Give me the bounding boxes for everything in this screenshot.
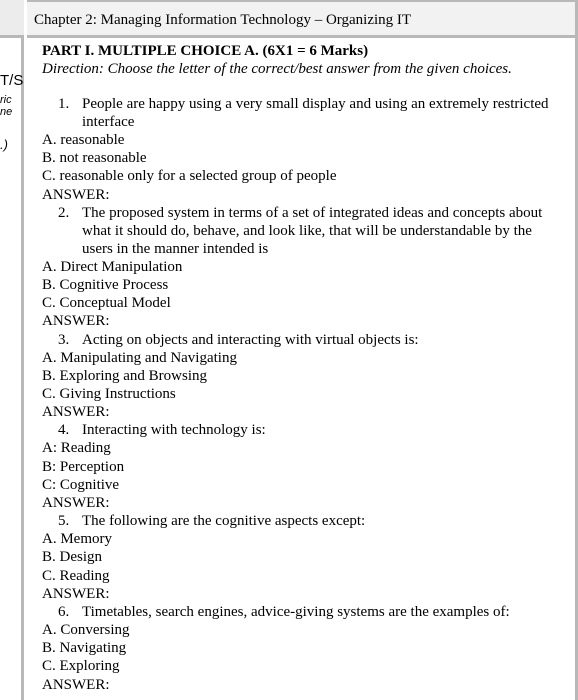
answer-choice: C. Reading [42, 567, 110, 584]
answer-choice: C: Cognitive [42, 476, 120, 493]
answer-choice: A: Reading [42, 440, 111, 457]
chapter-title: Chapter 2: Managing Information Technology – Organizing IT [34, 12, 412, 28]
question-block [42, 512, 575, 603]
question-number: 6. [58, 604, 70, 621]
answer-label: ANSWER: [42, 404, 110, 421]
answer-label: ANSWER: [42, 313, 110, 330]
answer-choice: A. Memory [42, 531, 112, 548]
answer-choice: C. reasonable only for a selected group of people [42, 168, 337, 185]
question-body: Acting on objects and interacting with virtual objects is: [82, 331, 419, 348]
answer-choice: B: Perception [42, 458, 125, 475]
answer-choice: A. Manipulating and Navigating [42, 349, 237, 366]
question-body: Interacting with technology is: [82, 422, 266, 439]
clipped-text-fragment: ric [0, 94, 12, 106]
question-block [42, 603, 575, 694]
clipped-text-fragment: .) [0, 137, 8, 152]
question-body: People are happy using a very small display and using an extremely restricted interface [82, 96, 549, 130]
answer-choice: C. Giving Instructions [42, 386, 176, 403]
question-body: Timetables, search engines, advice-giving systems are the examples of: [82, 604, 510, 621]
quiz-content-cell [27, 38, 578, 700]
left-header-cell [0, 0, 24, 38]
question-block [42, 331, 575, 422]
question-text [42, 204, 575, 258]
question-body: The proposed system in terms of a set of integrated ideas and concepts about what it should do, behave, and look like, that will be understandable by the users in the manner intended is [82, 204, 543, 257]
answer-choice: C. Conceptual Model [42, 295, 171, 312]
answer-choice: C. Exploring [42, 658, 120, 675]
answer-label: ANSWER: [42, 495, 110, 512]
answer-label: ANSWER: [42, 676, 110, 693]
answer-choice: A. Direct Manipulation [42, 258, 183, 275]
question-number: 1. [58, 96, 70, 112]
part-title: PART I. MULTIPLE CHOICE A. (6X1 = 6 Marks) [42, 43, 369, 59]
answer-choice: B. Design [42, 549, 102, 566]
answer-choice: B. not reasonable [42, 150, 147, 167]
answer-label: ANSWER: [42, 186, 110, 203]
question-number: 2. [58, 204, 70, 221]
question-body: The following are the cognitive aspects except: [82, 513, 366, 530]
clipped-text-fragment: T/S [0, 72, 24, 89]
table-header-cell [27, 0, 578, 38]
question-block [42, 95, 575, 204]
question-text [42, 512, 575, 530]
answer-choice: B. Exploring and Browsing [42, 367, 207, 384]
question-number: 3. [58, 331, 70, 348]
answer-choice: A. reasonable [42, 132, 125, 148]
question-block [42, 421, 575, 512]
question-list [42, 95, 575, 694]
question-number: 5. [58, 513, 70, 530]
answer-choice: B. Cognitive Process [42, 277, 169, 294]
left-margin-strip [0, 0, 24, 700]
clipped-text-fragment: ne [0, 106, 13, 118]
question-text [42, 603, 575, 621]
question-text [42, 421, 575, 439]
answer-choice: B. Navigating [42, 640, 127, 657]
question-text [42, 331, 575, 349]
answer-label: ANSWER: [42, 585, 110, 602]
answer-choice: A. Conversing [42, 622, 130, 639]
question-number: 4. [58, 422, 70, 439]
directions-text: Direction: Choose the letter of the correct/best answer from the given choices. [42, 61, 512, 77]
question-text [42, 95, 575, 131]
question-block [42, 204, 575, 331]
